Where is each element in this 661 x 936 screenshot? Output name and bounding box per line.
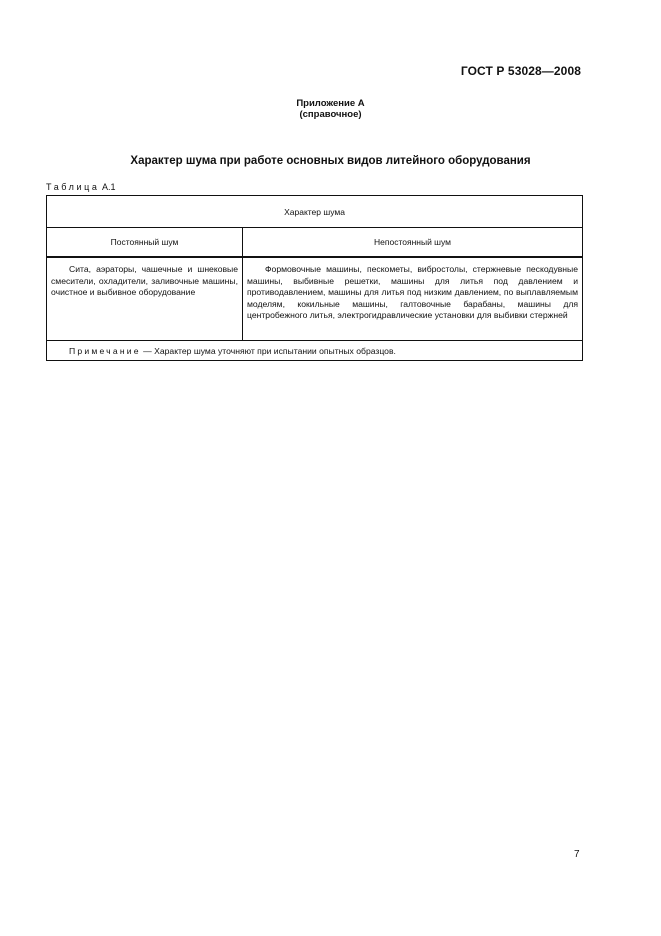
table-caption	[46, 182, 116, 192]
column-header-constant-noise: Постоянный шум	[47, 228, 243, 258]
table-note	[47, 341, 583, 361]
cell-constant-noise-text: Сита, аэраторы, чашечные и шнековые смесители, охладители, заливочные машины, очистное и выбивное оборудование	[51, 264, 238, 297]
column-header-variable-noise: Непостоянный шум	[243, 228, 583, 258]
cell-constant-noise	[47, 257, 243, 341]
standard-number: ГОСТ Р 53028—2008	[460, 64, 581, 78]
table-row	[47, 257, 583, 341]
table-caption-word: Таблица	[46, 182, 100, 192]
cell-variable-noise	[243, 257, 583, 341]
table-note-row	[47, 341, 583, 361]
table-group-header-row	[47, 196, 583, 228]
cell-variable-noise-text: Формовочные машины, пескометы, вибростолы, стержневые пескодувные машины, выбивные решетки, машины для литья под давлением и противодавлением, машины для литья под низким давлением, по выплавляемым моделям, кокильные машины, галтовочные барабаны, машины для центробежного литья, электрогидравлические установки для выбивки стержней	[247, 264, 579, 320]
note-label: Примечание	[69, 345, 141, 356]
note-text: — Характер шума уточняют при испытании опытных образцов.	[140, 345, 396, 356]
appendix-subtitle: (справочное)	[299, 109, 362, 120]
noise-character-table	[46, 195, 583, 361]
table-column-header-row	[47, 228, 583, 258]
section-heading: Характер шума при работе основных видов литейного оборудования	[130, 155, 531, 167]
appendix-title: Приложение А	[296, 98, 365, 109]
table-group-header: Характер шума	[47, 196, 583, 228]
table-caption-number: А.1	[102, 182, 116, 192]
page-number: 7	[574, 849, 580, 860]
